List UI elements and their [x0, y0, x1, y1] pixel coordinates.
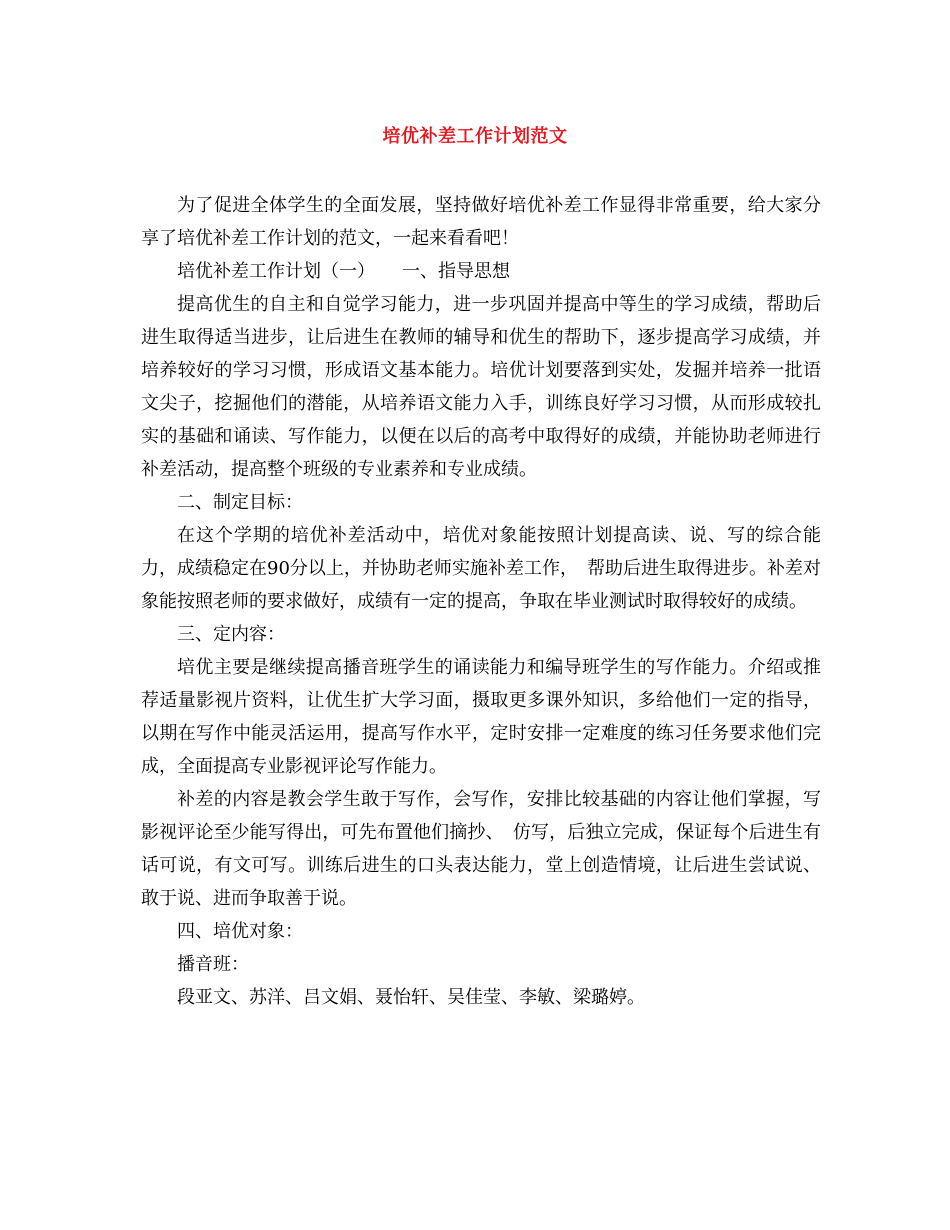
paragraph-student-names: 段亚文、苏洋、吕文娟、聂怡轩、吴佳莹、李敏、梁璐婷。 [177, 987, 645, 1008]
section-heading-content: 三、定内容： [177, 624, 285, 645]
paragraph-class-label: 播音班： [177, 954, 249, 975]
paragraph-content-remedial: 补差的内容是教会学生敢于写作，会写作，安排比较基础的内容让他们掌握，写影视评论至少能写得出，可先布置他们摘抄、 仿写，后独立完成，保证每个后进生有话可说，有文可写。训练后进生的口头表达能力，堂上创造情境，让后进生尝试说、敢于说、进而争取善于说。 [141, 789, 821, 909]
section-heading-goals: 二、制定目标： [177, 492, 303, 513]
paragraph-goals: 在这个学期的培优补差活动中，培优对象能按照计划提高读、说、写的综合能力，成绩稳定在90分以上，并协助老师实施补差工作， 帮助后进生取得进步。补差对象能按照老师的要求做好，成绩有一定的提高，争取在毕业测试时取得较好的成绩。 [141, 525, 821, 612]
paragraph-guiding-thought: 提高优生的自主和自觉学习能力，进一步巩固并提高中等生的学习成绩，帮助后进生取得适当进步，让后进生在教师的辅导和优生的帮助下，逐步提高学习成绩，并培养较好的学习习惯，形成语文基本能力。培优计划要落到实处，发掘并培养一批语文尖子，挖掘他们的潜能，从培养语文能力入手，训练良好学习习惯，从而形成较扎实的基础和诵读、写作能力，以便在以后的高考中取得好的成绩，并能协助老师进行补差活动，提高整个班级的专业素养和专业成绩。 [141, 294, 821, 480]
paragraph-intro: 为了促进全体学生的全面发展，坚持做好培优补差工作显得非常重要，给大家分享了培优补差工作计划的范文，一起来看看吧！ [141, 195, 821, 249]
paragraph-content-excellence: 培优主要是继续提高播音班学生的诵读能力和编导班学生的写作能力。介绍或推荐适量影视片资料，让优生扩大学习面，摄取更多课外知识，多给他们一定的指导，以期在写作中能灵活运用，提高写作水平，定时安排一定难度的练习任务要求他们完成，全面提高专业影视评论写作能力。 [141, 657, 821, 777]
document-title: 培优补差工作计划范文 [382, 126, 568, 147]
paragraph-plan-heading: 培优补差工作计划（一） 一、指导思想 [177, 261, 510, 282]
document-body [141, 189, 821, 1014]
section-heading-targets: 四、培优对象： [177, 921, 303, 942]
